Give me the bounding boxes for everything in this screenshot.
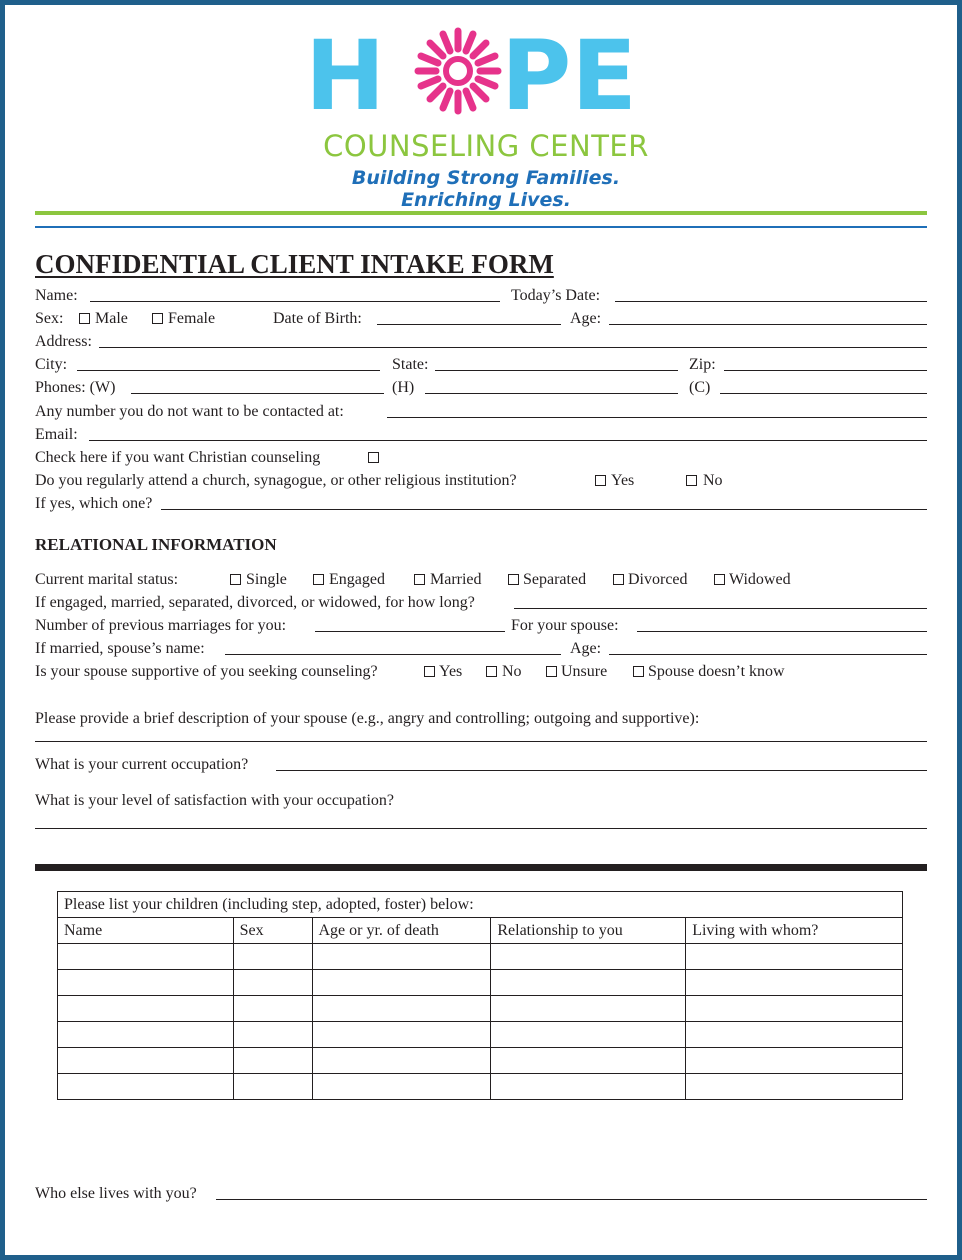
- table-cell[interactable]: [312, 996, 491, 1022]
- table-cell[interactable]: [58, 970, 234, 996]
- prev-marriages-label: Number of previous marriages for you:: [35, 617, 287, 634]
- dob-label: Date of Birth:: [273, 310, 362, 327]
- spouse-name-label: If married, spouse’s name:: [35, 640, 205, 657]
- row-sex: [35, 308, 927, 330]
- dob-field[interactable]: [377, 324, 561, 325]
- spouse-doesnt-know-checkbox[interactable]: [633, 666, 644, 677]
- phone-w-label: Phones: (W): [35, 379, 116, 396]
- table-cell[interactable]: [686, 1048, 903, 1074]
- table-row: [58, 1074, 903, 1100]
- city-field[interactable]: [77, 370, 380, 371]
- state-field[interactable]: [435, 370, 678, 371]
- address-field[interactable]: [99, 347, 927, 348]
- occupation-field[interactable]: [276, 770, 927, 771]
- row-how-long: [35, 592, 927, 614]
- for-spouse-field[interactable]: [637, 631, 927, 632]
- describe-label: Please provide a brief description of your spouse (e.g., angry and controlling; outgoing and supportive):: [35, 710, 700, 727]
- divorced-checkbox[interactable]: [613, 574, 624, 585]
- email-field[interactable]: [89, 440, 927, 441]
- table-row: [58, 944, 903, 970]
- table-cell[interactable]: [58, 944, 234, 970]
- table-row: [58, 1048, 903, 1074]
- row-phones: [35, 377, 927, 399]
- row-christian: [35, 447, 927, 469]
- header-green-rule: [35, 211, 927, 215]
- sun-icon: [418, 31, 498, 111]
- table-cell[interactable]: [233, 1022, 312, 1048]
- name-field[interactable]: [90, 301, 500, 302]
- table-cell[interactable]: [58, 1074, 234, 1100]
- phone-h-field[interactable]: [425, 393, 678, 394]
- table-cell[interactable]: [233, 970, 312, 996]
- who-else-field[interactable]: [216, 1199, 927, 1200]
- phone-c-label: (C): [689, 379, 711, 396]
- phone-w-field[interactable]: [131, 393, 384, 394]
- who-else-label: Who else lives with you?: [35, 1185, 197, 1202]
- row-supportive: [35, 661, 927, 683]
- table-cell[interactable]: [233, 1074, 312, 1100]
- table-cell[interactable]: [233, 996, 312, 1022]
- table-cell[interactable]: [491, 1048, 686, 1074]
- row-city: [35, 354, 927, 376]
- how-long-field[interactable]: [514, 608, 927, 609]
- table-cell[interactable]: [491, 1022, 686, 1048]
- children-caption: Please list your children (including step, adopted, foster) below:: [58, 892, 903, 918]
- age-field[interactable]: [609, 324, 927, 325]
- which-field[interactable]: [161, 509, 927, 510]
- row-occupation: [35, 754, 927, 776]
- table-cell[interactable]: [686, 1022, 903, 1048]
- phone-h-label: (H): [392, 379, 415, 396]
- supportive-unsure-label: Unsure: [561, 663, 608, 680]
- children-caption-row: [58, 892, 903, 918]
- supportive-yes-checkbox[interactable]: [424, 666, 435, 677]
- church-label: Do you regularly attend a church, synagogue, or other religious institution?: [35, 472, 517, 489]
- row-church: [35, 470, 927, 492]
- marital-label: Current marital status:: [35, 571, 179, 588]
- christian-checkbox[interactable]: [368, 452, 379, 463]
- form-title: CONFIDENTIAL CLIENT INTAKE FORM: [35, 249, 554, 279]
- supportive-unsure-checkbox[interactable]: [546, 666, 557, 677]
- table-cell[interactable]: [686, 944, 903, 970]
- widowed-checkbox[interactable]: [714, 574, 725, 585]
- church-no-label: No: [703, 472, 723, 489]
- table-cell[interactable]: [312, 944, 491, 970]
- no-contact-field[interactable]: [387, 417, 927, 418]
- table-cell[interactable]: [58, 996, 234, 1022]
- female-label: Female: [168, 310, 216, 327]
- logo-letter-h: H: [305, 27, 386, 127]
- todays-date-field[interactable]: [615, 301, 927, 302]
- divorced-label: Divorced: [628, 571, 688, 588]
- children-header-row: [58, 918, 903, 944]
- zip-label: Zip:: [689, 356, 716, 373]
- how-long-label: If engaged, married, separated, divorced, or widowed, for how long?: [35, 594, 475, 611]
- married-label: Married: [430, 571, 482, 588]
- row-describe: [35, 708, 927, 730]
- age-label: Age:: [570, 310, 602, 327]
- satisfaction-label: What is your level of satisfaction with your occupation?: [35, 792, 395, 809]
- single-checkbox[interactable]: [230, 574, 241, 585]
- table-cell[interactable]: [686, 996, 903, 1022]
- address-label: Address:: [35, 333, 92, 350]
- table-cell[interactable]: [491, 996, 686, 1022]
- table-cell[interactable]: [58, 1048, 234, 1074]
- which-label: If yes, which one?: [35, 495, 153, 512]
- row-satisfaction: [35, 790, 927, 812]
- satisfaction-field[interactable]: [35, 828, 927, 829]
- header-blue-rule: [35, 226, 927, 228]
- church-yes-checkbox[interactable]: [595, 475, 606, 486]
- table-row: [58, 996, 903, 1022]
- logo-tagline: Building Strong Families. Enriching Lives.: [351, 167, 621, 211]
- form-page: [5, 5, 957, 1255]
- sex-label: Sex:: [35, 310, 64, 327]
- todays-date-label: Today’s Date:: [511, 287, 601, 304]
- spouse-name-field[interactable]: [225, 654, 561, 655]
- table-cell[interactable]: [312, 1074, 491, 1100]
- table-cell[interactable]: [686, 970, 903, 996]
- row-address: [35, 331, 927, 353]
- table-cell[interactable]: [233, 944, 312, 970]
- col-header-sex: Sex: [233, 918, 312, 944]
- christian-label: Check here if you want Christian counseling: [35, 449, 321, 466]
- email-label: Email:: [35, 426, 78, 443]
- row-marital: [35, 569, 927, 591]
- spouse-age-field[interactable]: [609, 654, 927, 655]
- supportive-no-checkbox[interactable]: [486, 666, 497, 677]
- describe-field[interactable]: [35, 741, 927, 742]
- phone-c-field[interactable]: [720, 393, 927, 394]
- spouse-doesnt-know-label: Spouse doesn’t know: [648, 663, 785, 680]
- hope-logo: [305, 27, 675, 211]
- children-table: [57, 891, 903, 1100]
- engaged-checkbox[interactable]: [313, 574, 324, 585]
- row-which: [35, 493, 927, 515]
- name-label: Name:: [35, 287, 78, 304]
- table-row: [58, 1022, 903, 1048]
- relational-heading: RELATIONAL INFORMATION: [35, 535, 277, 554]
- table-cell[interactable]: [686, 1074, 903, 1100]
- col-header-age: Age or yr. of death: [312, 918, 491, 944]
- table-cell[interactable]: [491, 970, 686, 996]
- occupation-label: What is your current occupation?: [35, 756, 249, 773]
- table-cell[interactable]: [491, 1074, 686, 1100]
- logo-subtitle: COUNSELING CENTER: [323, 129, 649, 163]
- supportive-label: Is your spouse supportive of you seeking counseling?: [35, 663, 378, 680]
- prev-marriages-field[interactable]: [315, 631, 505, 632]
- male-checkbox[interactable]: [79, 313, 90, 324]
- for-spouse-label: For your spouse:: [511, 617, 619, 634]
- state-label: State:: [392, 356, 429, 373]
- male-label: Male: [95, 310, 128, 327]
- separated-checkbox[interactable]: [508, 574, 519, 585]
- single-label: Single: [246, 571, 287, 588]
- logo-letters-pe: PE: [501, 27, 637, 127]
- hope-wordmark: [305, 27, 667, 127]
- row-who-else: [35, 1183, 927, 1205]
- table-cell[interactable]: [491, 944, 686, 970]
- married-checkbox[interactable]: [414, 574, 425, 585]
- table-cell[interactable]: [58, 1022, 234, 1048]
- separated-label: Separated: [523, 571, 587, 588]
- table-row: [58, 970, 903, 996]
- zip-field[interactable]: [724, 370, 927, 371]
- row-email: [35, 424, 927, 446]
- col-header-living-with: Living with whom?: [686, 918, 903, 944]
- row-no-contact: [35, 401, 927, 423]
- city-label: City:: [35, 356, 68, 373]
- table-cell[interactable]: [312, 1022, 491, 1048]
- engaged-label: Engaged: [329, 571, 385, 588]
- col-header-relationship: Relationship to you: [491, 918, 686, 944]
- church-yes-label: Yes: [611, 472, 635, 489]
- table-cell[interactable]: [233, 1048, 312, 1074]
- row-prev-marriages: [35, 615, 927, 637]
- widowed-label: Widowed: [729, 571, 791, 588]
- row-spouse-name: [35, 638, 927, 660]
- col-header-name: Name: [58, 918, 234, 944]
- supportive-yes-label: Yes: [439, 663, 463, 680]
- section-divider: [35, 864, 927, 871]
- female-checkbox[interactable]: [152, 313, 163, 324]
- church-no-checkbox[interactable]: [686, 475, 697, 486]
- no-contact-label: Any number you do not want to be contacted at:: [35, 403, 344, 420]
- spouse-age-label: Age:: [570, 640, 602, 657]
- table-cell[interactable]: [312, 970, 491, 996]
- row-name: [35, 285, 927, 307]
- table-cell[interactable]: [312, 1048, 491, 1074]
- supportive-no-label: No: [502, 663, 522, 680]
